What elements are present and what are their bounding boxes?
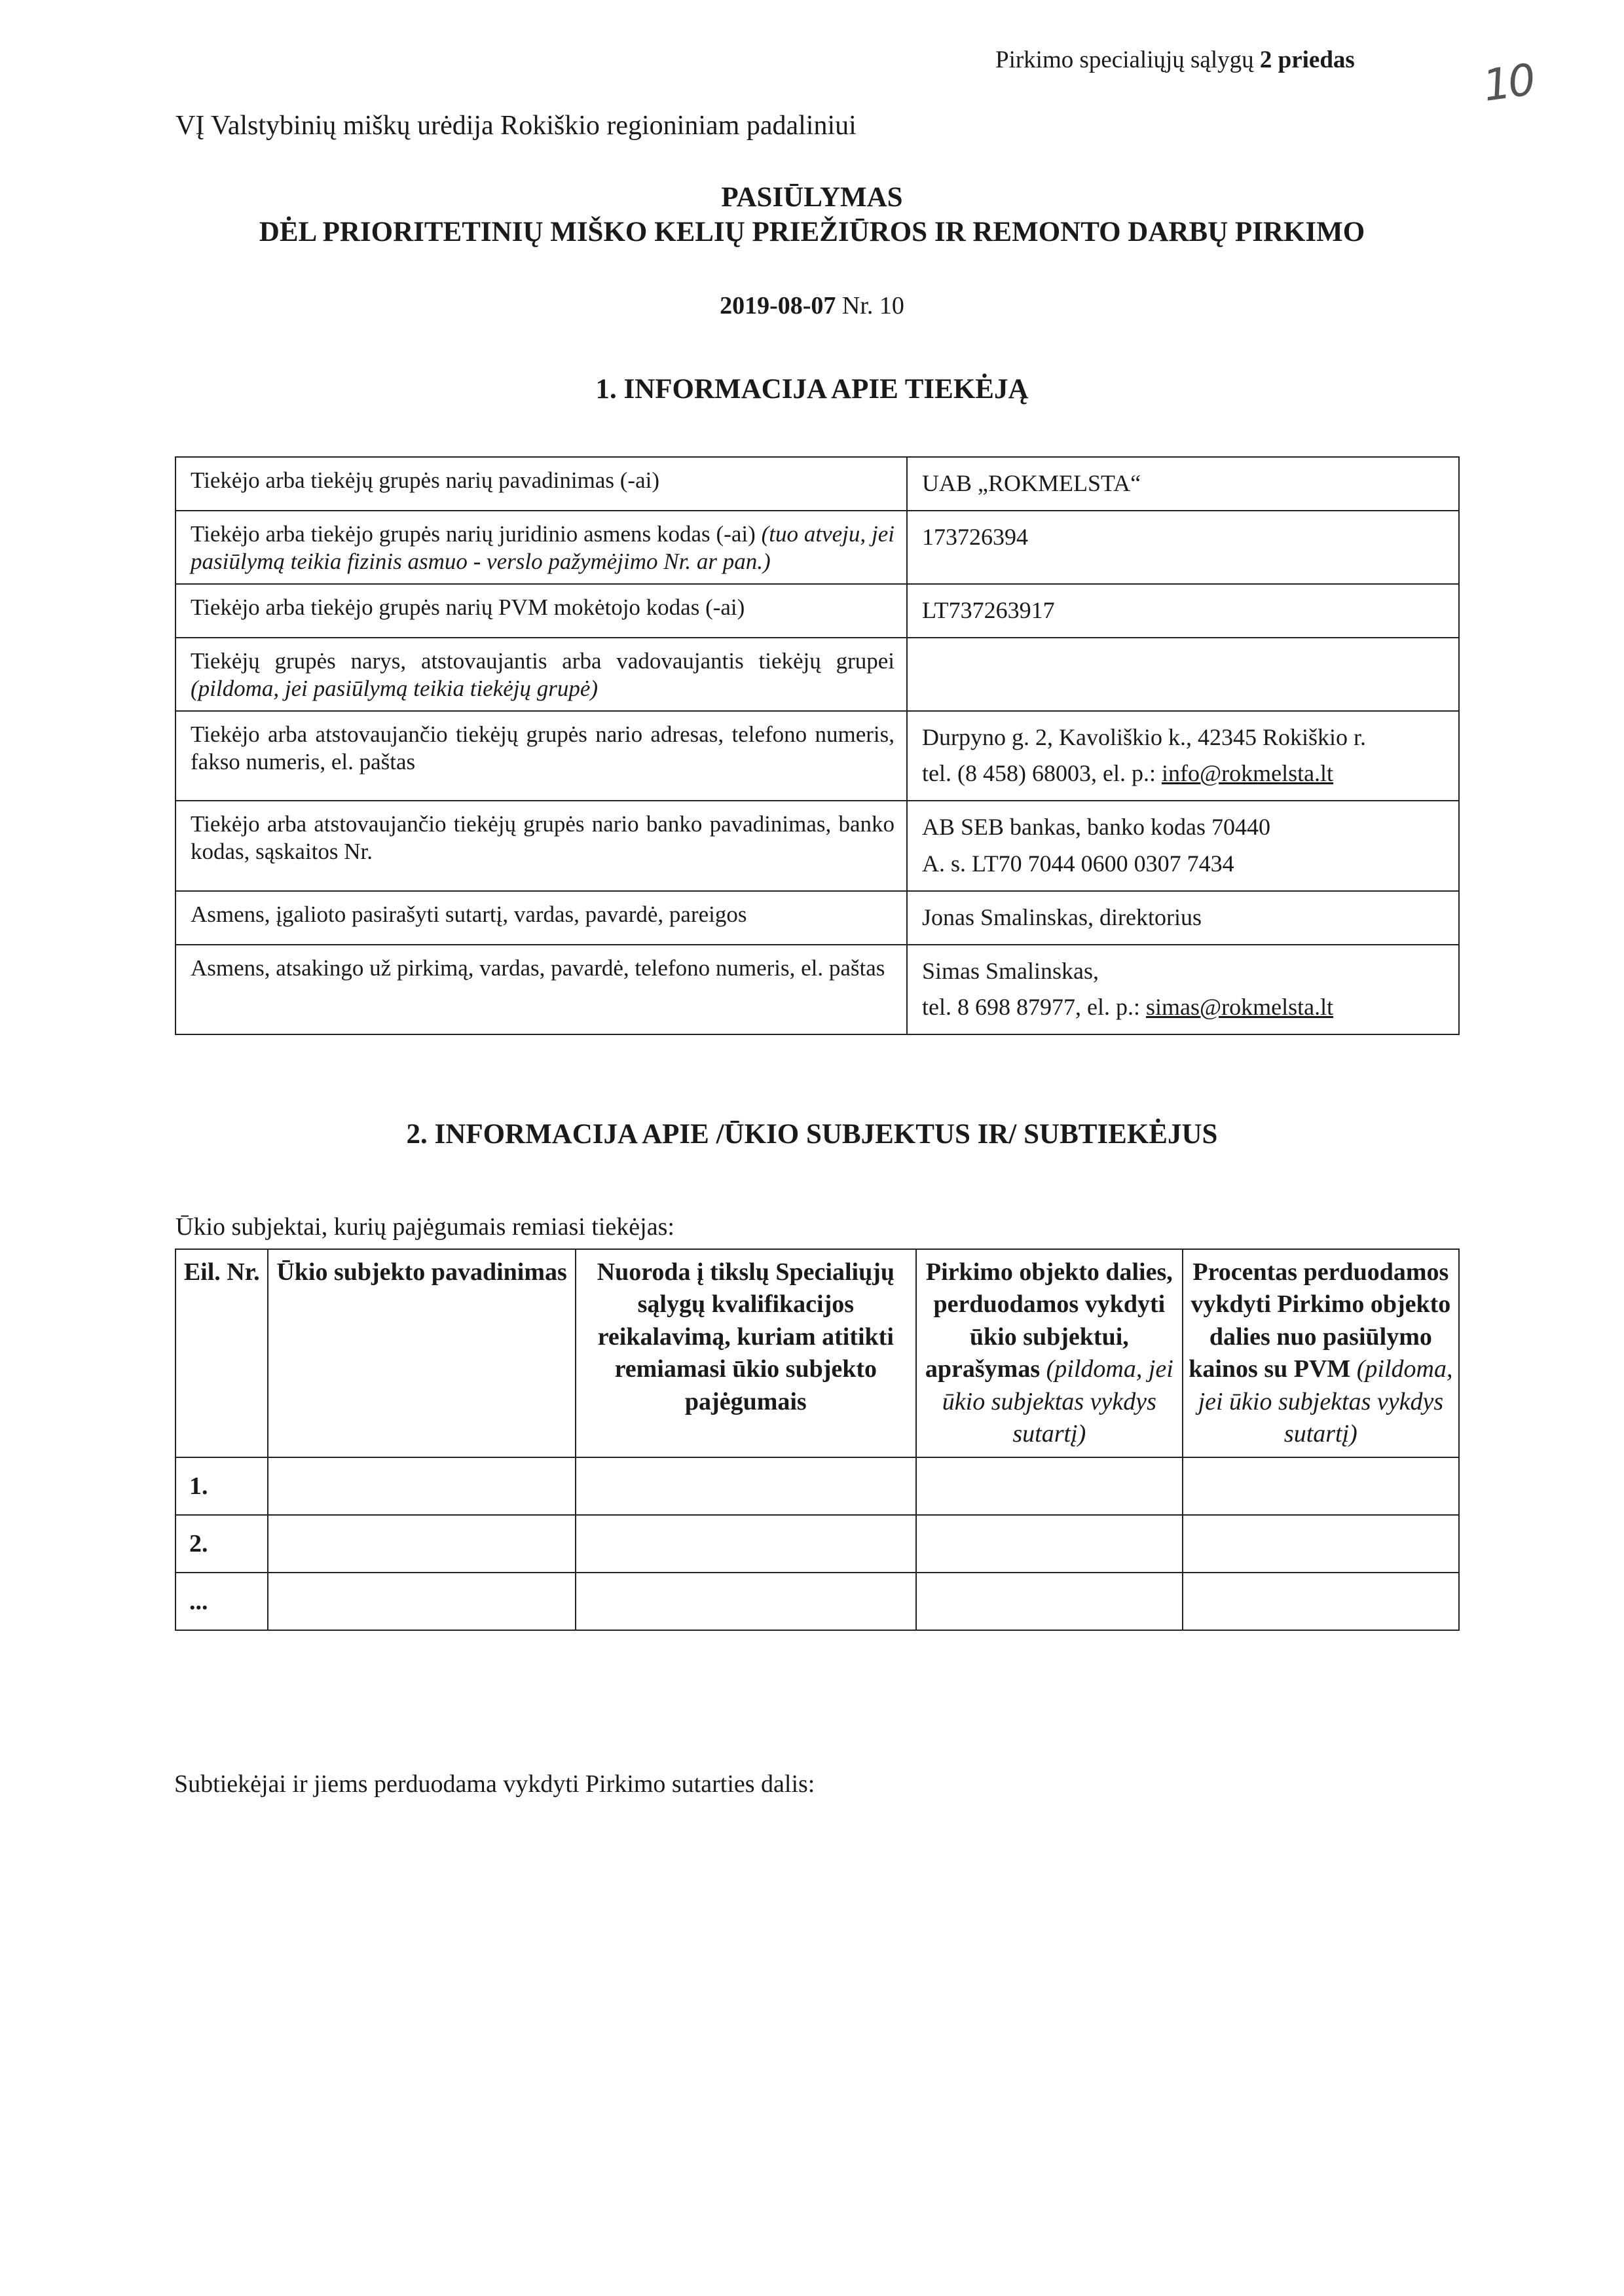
entities-body (175, 1457, 1459, 1630)
entities-empty-cell (916, 1515, 1183, 1573)
supplier-row-label: Tiekėjo arba tiekėjų grupės narių pavadinimas (-ai) (191, 467, 659, 493)
supplier-row-value: 173726394 (922, 523, 1028, 550)
annex-label-bold: 2 priedas (1259, 46, 1355, 73)
supplier-row-label-cell (175, 511, 907, 584)
supplier-row (175, 711, 1459, 801)
supplier-row-value: UAB „ROKMELSTA“ (922, 470, 1141, 496)
entities-empty-cell (576, 1515, 916, 1573)
entities-row-number: 2. (175, 1515, 268, 1573)
supplier-row-value-cell (907, 584, 1459, 638)
entities-row (175, 1573, 1459, 1630)
entities-row (175, 1515, 1459, 1573)
supplier-row-label-note: (tuo atveju, jei pasiūlymą teikia fizinis asmuo - verslo pažymėjimo Nr. ar pan.) (191, 520, 895, 574)
section1-heading: 1. INFORMACIJA APIE TIEKĖJĄ (595, 374, 1029, 405)
supplier-row-label: Asmens, įgalioto pasirašyti sutartį, vardas, pavardė, pareigos (191, 901, 747, 927)
supplier-row-label-cell (175, 891, 907, 945)
entities-empty-cell (916, 1573, 1183, 1630)
supplier-row-label-note: (pildoma, jei pasiūlymą teikia tiekėjų grupė) (191, 675, 599, 701)
supplier-row (175, 891, 1459, 945)
entities-table (175, 1248, 1460, 1631)
handwritten-page-number: 10 (1480, 54, 1536, 111)
supplier-row-label: Tiekėjų grupės narys, atstovaujantis arba vadovaujantis tiekėjų grupei (191, 647, 895, 674)
supplier-row-label: Tiekėjo arba tiekėjo grupės narių PVM mokėtojo kodas (-ai) (191, 594, 745, 620)
entities-column-title: Pirkimo objekto dalies, perduodamos vykdyti ūkio subjektui, aprašymas (925, 1258, 1173, 1383)
supplier-row-label-cell (175, 638, 907, 711)
entities-column-note: (pildoma, jei ūkio subjektas vykdys sutartį) (942, 1355, 1173, 1448)
supplier-info-body (175, 457, 1459, 1034)
supplier-row (175, 584, 1459, 638)
supplier-row (175, 638, 1459, 711)
supplier-row-label-cell (175, 711, 907, 801)
entities-column-header (175, 1249, 268, 1457)
document-title: PASIŪLYMAS (721, 182, 903, 213)
entities-empty-cell (1183, 1573, 1459, 1630)
entities-empty-cell (576, 1457, 916, 1515)
supplier-row-value-prefix: tel. 8 698 87977, el. p.: (922, 994, 1146, 1021)
annex-label-text: Pirkimo specialiųjų sąlygų (995, 46, 1254, 73)
entities-column-title: Ūkio subjekto pavadinimas (276, 1258, 567, 1286)
supplier-row-value: LT737263917 (922, 596, 1055, 623)
supplier-row-label: Tiekėjo arba atstovaujančio tiekėjų grupės nario banko pavadinimas, banko kodas, sąskaitos Nr. (191, 811, 895, 865)
entities-empty-cell (916, 1457, 1183, 1515)
entities-column-header (576, 1249, 916, 1457)
document-number: Nr. 10 (841, 292, 904, 319)
supplier-row-value-cell (907, 891, 1459, 945)
supplier-row-value: Jonas Smalinskas, direktorius (922, 903, 1202, 930)
supplier-row (175, 457, 1459, 511)
email-link: simas@rokmelsta.lt (1145, 994, 1334, 1021)
entities-empty-cell (268, 1573, 575, 1630)
entities-column-header (1183, 1249, 1459, 1457)
supplier-row (175, 945, 1459, 1035)
entities-column-title: Nuoroda į tikslų Specialiųjų sąlygų kvalifikacijos reikalavimą, kuriam atitikti remiamasi ūkio subjekto pajėgumais (597, 1258, 895, 1415)
supplier-row (175, 801, 1459, 891)
document-date: 2019-08-07 (720, 292, 836, 319)
entities-empty-cell (1183, 1457, 1459, 1515)
supplier-row-value-cell (907, 801, 1459, 891)
entities-column-note: (pildoma, jei ūkio subjektas vykdys sutartį) (1198, 1355, 1453, 1448)
supplier-row-label: Tiekėjo arba atstovaujančio tiekėjų grupės nario adresas, telefono numeris, fakso numeris, el. paštas (191, 721, 895, 774)
supplier-row-value-cell (907, 457, 1459, 511)
addressee: VĮ Valstybinių miškų urėdija Rokiškio regioniniam padaliniui (175, 111, 857, 141)
supplier-row-value: Simas Smalinskas, (922, 957, 1099, 984)
supplier-row-value-prefix: tel. (8 458) 68003, el. p.: (922, 760, 1162, 787)
supplier-row-value-cell (907, 638, 1459, 711)
supplier-row-value-line2 (922, 989, 1447, 1026)
section2-heading: 2. INFORMACIJA APIE /ŪKIO SUBJEKTUS IR/ SUBTIEKĖJUS (406, 1119, 1218, 1150)
supplier-row-label-cell (175, 945, 907, 1035)
entities-row (175, 1457, 1459, 1515)
supplier-row-label: Tiekėjo arba tiekėjo grupės narių juridinio asmens kodas (-ai) (191, 520, 756, 547)
entities-caption: Ūkio subjektai, kurių pajėgumais remiasi tiekėjas: (175, 1213, 674, 1241)
supplier-row-value-cell (907, 511, 1459, 584)
document-subtitle: DĖL PRIORITETINIŲ MIŠKO KELIŲ PRIEŽIŪROS IR REMONTO DARBŲ PIRKIMO (259, 217, 1365, 247)
entities-column-title: Procentas perduodamos vykdyti Pirkimo objekto dalies nuo pasiūlymo kainos su PVM (1189, 1258, 1451, 1383)
supplier-row-value-cell (907, 711, 1459, 801)
email-link: info@rokmelsta.lt (1161, 760, 1334, 787)
supplier-info-table (175, 456, 1460, 1035)
supplier-row-value-line2 (922, 756, 1447, 792)
entities-column-header (268, 1249, 575, 1457)
document-date-line (0, 291, 1624, 320)
entities-empty-cell (1183, 1515, 1459, 1573)
entities-column-header (916, 1249, 1183, 1457)
entities-empty-cell (268, 1457, 575, 1515)
supplier-row-label-cell (175, 801, 907, 891)
supplier-row-value-line2: A. s. LT70 7044 0600 0307 7434 (922, 850, 1234, 877)
entities-header-row (175, 1249, 1459, 1457)
annex-label (995, 46, 1355, 74)
supplier-row-label-cell (175, 457, 907, 511)
entities-row-number: ... (175, 1573, 268, 1630)
entities-row-number: 1. (175, 1457, 268, 1515)
supplier-row-label-cell (175, 584, 907, 638)
supplier-row (175, 511, 1459, 584)
entities-empty-cell (576, 1573, 916, 1630)
supplier-row-value: Durpyno g. 2, Kavoliškio k., 42345 Rokiškio r. (922, 723, 1367, 750)
supplier-row-value-cell (907, 945, 1459, 1035)
supplier-row-label: Asmens, atsakingo už pirkimą, vardas, pavardė, telefono numeris, el. paštas (191, 955, 885, 981)
entities-empty-cell (268, 1515, 575, 1573)
entities-column-title: Eil. Nr. (183, 1258, 260, 1286)
supplier-row-value: AB SEB bankas, banko kodas 70440 (922, 814, 1270, 841)
subcontractors-caption: Subtiekėjai ir jiems perduodama vykdyti Pirkimo sutarties dalis: (174, 1770, 815, 1798)
